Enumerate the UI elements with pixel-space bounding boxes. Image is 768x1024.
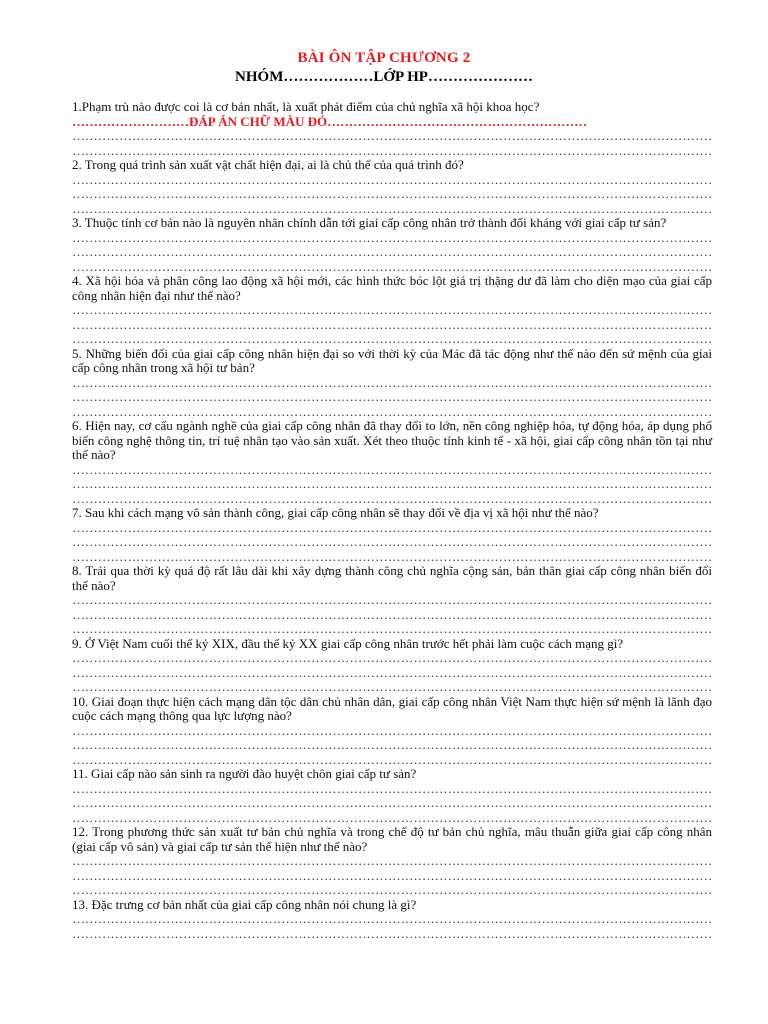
answer-line: …………………………………………………………………………………………………………………………………… — [72, 912, 712, 926]
answer-line: …………………………………………………………………………………………………………………………………… — [72, 810, 712, 825]
answer-line: …………………………………………………………………………………………………………………………………… — [72, 752, 712, 767]
answer-line: …………………………………………………………………………………………………………………………………… — [72, 462, 712, 477]
answer-line: …………………………………………………………………………………………………………………………………… — [72, 665, 712, 680]
question-text: 5. Những biến đổi của giai cấp công nhân hiện đại so với thời kỳ của Mác đã tác động như thế nào đến sứ mệnh của giai cấp công nhân trong xã hội tư bản? — [72, 345, 712, 375]
answer-line: …………………………………………………………………………………………………………………………………… — [72, 477, 712, 491]
answer-line: …………………………………………………………………………………………………………………………………… — [72, 404, 712, 419]
question-text: 9. Ở Việt Nam cuối thế kỷ XIX, đầu thế kỷ XX giai cấp công nhân trước hết phải làm cuộc cách mạng gì? — [72, 635, 624, 651]
question-text: 11. Giai cấp nào sản sinh ra người đào huyệt chôn giai cấp tư sản? — [72, 766, 417, 781]
answer-color-note: ………………………ĐÁP ÁN CHỮ MÀU ĐỎ…………………………………………………… — [72, 114, 588, 129]
answer-line: …………………………………………………………………………………………………………………………………… — [72, 796, 712, 810]
question-text: 12. Trong phương thức sản xuất tư bản chủ nghĩa và trong chế độ tư bản chủ nghĩa, mâu thuẫn giữa giai cấp công nhân (giai cấp vô sản) và giai cấp tư sản thể hiện như thế nào? — [72, 824, 712, 854]
question-list — [72, 100, 712, 941]
answer-line: …………………………………………………………………………………………………………………………………… — [72, 607, 712, 622]
question-text: 10. Giai đoạn thực hiện cách mạng dân tộc dân chủ nhân dân, giai cấp công nhân Việt Nam thực hiện sứ mệnh là lãnh đạo cuộc cách mạng thông qua lực lượng nào? — [72, 693, 712, 723]
document-title: BÀI ÔN TẬP CHƯƠNG 2 — [297, 50, 471, 66]
question-text: 1.Phạm trù nào được coi là cơ bản nhất, là xuất phát điểm của chủ nghĩa xã hội khoa học? — [72, 99, 540, 114]
answer-line: …………………………………………………………………………………………………………………………………… — [72, 245, 712, 259]
answer-line: …………………………………………………………………………………………………………………………………… — [72, 187, 712, 201]
answer-line: …………………………………………………………………………………………………………………………………… — [72, 535, 712, 549]
question-text: 13. Đặc trưng cơ bản nhất của giai cấp công nhân nói chung là gì? — [72, 896, 417, 912]
answer-line: …………………………………………………………………………………………………………………………………… — [72, 854, 712, 868]
question-text: 8. Trải qua thời kỳ quá độ rất lâu dài khi xây dựng thành công chủ nghĩa cộng sản, bản thân giai cấp công nhân biến đổi thế nào? — [72, 563, 712, 593]
answer-line: …………………………………………………………………………………………………………………………………… — [72, 303, 712, 317]
answer-line: …………………………………………………………………………………………………………………………………… — [72, 172, 712, 187]
answer-line: …………………………………………………………………………………………………………………………………… — [72, 201, 712, 216]
answer-line: …………………………………………………………………………………………………………………………………… — [72, 491, 712, 506]
answer-line: …………………………………………………………………………………………………………………………………… — [72, 680, 712, 694]
answer-line: …………………………………………………………………………………………………………………………………… — [72, 390, 712, 404]
group-class-line: NHÓM………………LỚP HP………………… — [235, 69, 533, 85]
answer-line: …………………………………………………………………………………………………………………………………… — [72, 622, 712, 636]
answer-line: …………………………………………………………………………………………………………………………………… — [72, 317, 712, 332]
answer-line: …………………………………………………………………………………………………………………………………… — [72, 868, 712, 883]
question-text: 6. Hiện nay, cơ cấu ngành nghề của giai cấp công nhân đã thay đổi to lớn, nền công nghiệp hóa, tự động hóa, áp dụng phổ biến công nghệ thông tin, trí tuệ nhân tạo vào sản xuất. Xét theo thuộc tính kinh tế - xã hội, giai cấp công nhân tồn tại như thế nào? — [72, 418, 712, 462]
answer-line: …………………………………………………………………………………………………………………………………… — [72, 332, 712, 346]
question-text: 4. Xã hội hóa và phân công lao động xã hội mới, các hình thức bóc lột giá trị thặng dư đã làm cho diện mạo của giai cấp công nhân hiện đại như thế nào? — [72, 273, 712, 303]
answer-line: …………………………………………………………………………………………………………………………………… — [72, 651, 712, 665]
answer-line: …………………………………………………………………………………………………………………………………… — [72, 781, 712, 796]
answer-line: …………………………………………………………………………………………………………………………………… — [72, 549, 712, 564]
answer-line: …………………………………………………………………………………………………………………………………… — [72, 593, 712, 607]
answer-line: …………………………………………………………………………………………………………………………………… — [72, 723, 712, 738]
answer-line: …………………………………………………………………………………………………………………………………… — [72, 520, 712, 535]
answer-line: …………………………………………………………………………………………………………………………………… — [72, 738, 712, 752]
answer-line: …………………………………………………………………………………………………………………………………… — [72, 129, 712, 143]
answer-line: …………………………………………………………………………………………………………………………………… — [72, 259, 712, 274]
question-text: 7. Sau khi cách mạng vô sản thành công, giai cấp công nhân sẽ thay đổi về địa vị xã hội như thế nào? — [72, 505, 599, 520]
question-text: 3. Thuộc tính cơ bản nào là nguyên nhân chính dẫn tới giai cấp công nhân trở thành đối kháng với giai cấp tư sản? — [72, 215, 667, 230]
answer-line: …………………………………………………………………………………………………………………………………… — [72, 926, 712, 941]
answer-line: …………………………………………………………………………………………………………………………………… — [72, 230, 712, 245]
question-text: 2. Trong quá trình sản xuất vật chất hiện đại, ai là chủ thể của quá trình đó? — [72, 157, 464, 172]
answer-line: …………………………………………………………………………………………………………………………………… — [72, 143, 712, 158]
answer-line: …………………………………………………………………………………………………………………………………… — [72, 375, 712, 390]
answer-line: …………………………………………………………………………………………………………………………………… — [72, 883, 712, 897]
